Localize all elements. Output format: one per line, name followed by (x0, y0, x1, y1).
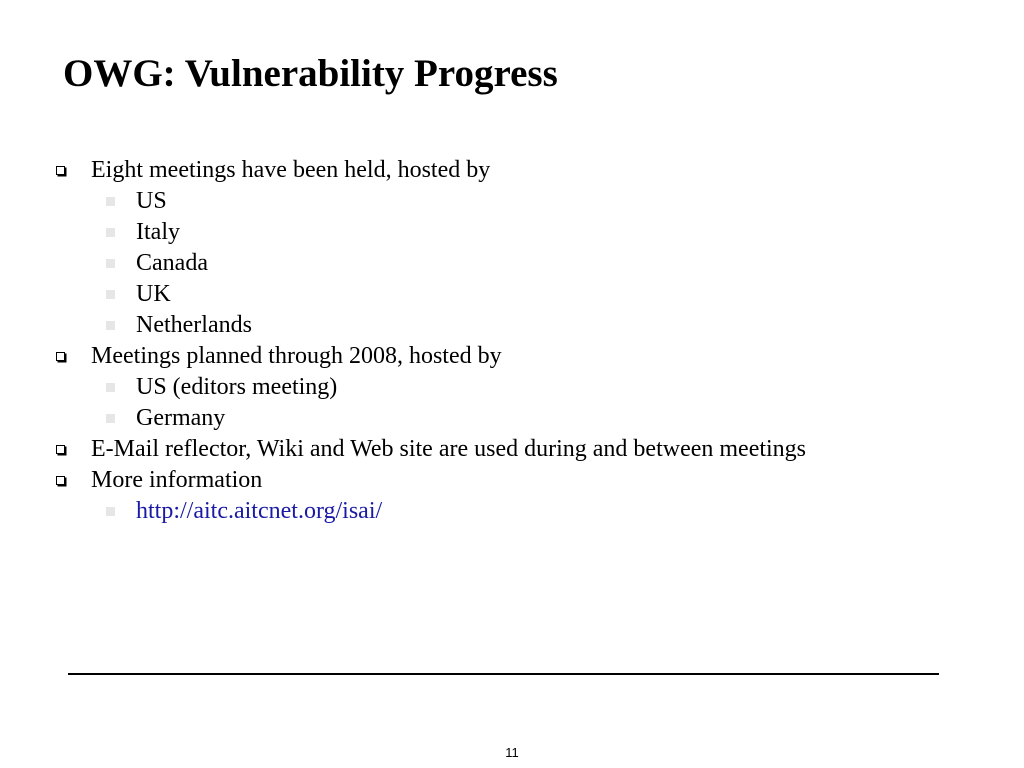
filled-square-bullet-icon (106, 228, 115, 237)
bullet-item (0, 467, 1024, 493)
sub-bullet-item (0, 250, 1024, 276)
sub-bullet-item (0, 374, 1024, 400)
filled-square-bullet-icon (106, 414, 115, 423)
hollow-square-bullet-icon (56, 445, 65, 454)
sub-bullet-text: UK (136, 281, 171, 307)
filled-square-bullet-icon (106, 197, 115, 206)
bullet-text: More information (91, 467, 263, 493)
sub-bullet-item (0, 188, 1024, 214)
filled-square-bullet-icon (106, 259, 115, 268)
filled-square-bullet-icon (106, 321, 115, 330)
slide-title: OWG: Vulnerability Progress (63, 52, 558, 95)
bullet-text: E-Mail reflector, Wiki and Web site are used during and between meetings (91, 436, 807, 462)
page-number: 11 (505, 745, 519, 760)
sub-bullet-item (0, 219, 1024, 245)
hollow-square-bullet-icon (56, 352, 65, 361)
filled-square-bullet-icon (106, 383, 115, 392)
bullet-item (0, 343, 1024, 369)
footer-divider (68, 673, 939, 675)
bullet-item (0, 157, 1024, 183)
sub-bullet-item (0, 312, 1024, 338)
sub-bullet-text: US (136, 188, 167, 214)
bullet-list (0, 157, 1024, 529)
sub-bullet-text: Germany (136, 405, 226, 431)
info-link[interactable]: http://aitc.aitcnet.org/isai/ (136, 498, 383, 524)
bullet-text: Meetings planned through 2008, hosted by (91, 343, 502, 369)
bullet-text: Eight meetings have been held, hosted by (91, 157, 491, 183)
sub-bullet-text: Netherlands (136, 312, 252, 338)
sub-bullet-item (0, 498, 1024, 524)
hollow-square-bullet-icon (56, 476, 65, 485)
sub-bullet-text: US (editors meeting) (136, 374, 338, 400)
bullet-item (0, 436, 1024, 462)
hollow-square-bullet-icon (56, 166, 65, 175)
sub-bullet-text: Italy (136, 219, 180, 245)
sub-bullet-item (0, 405, 1024, 431)
sub-bullet-item (0, 281, 1024, 307)
sub-bullet-text: Canada (136, 250, 208, 276)
filled-square-bullet-icon (106, 290, 115, 299)
filled-square-bullet-icon (106, 507, 115, 516)
